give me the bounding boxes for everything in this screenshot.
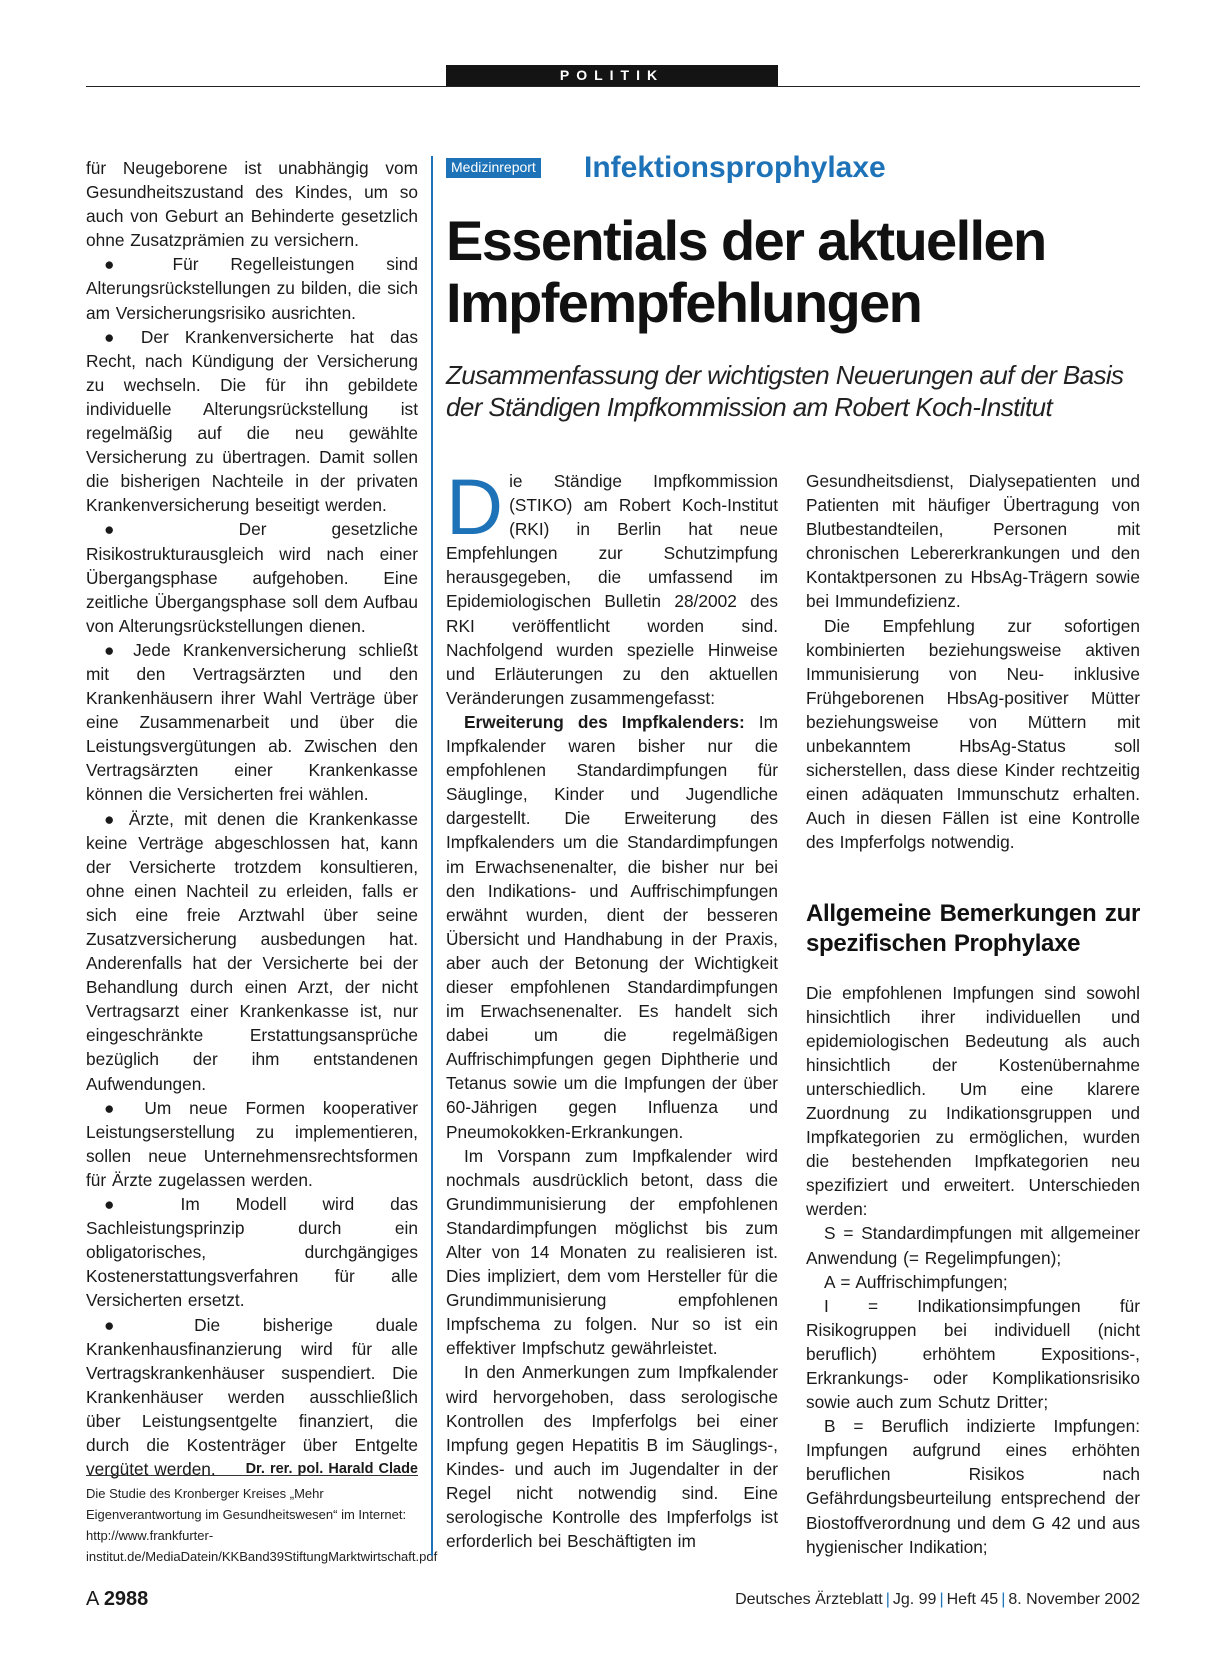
right-paragraph: Die Empfehlung zur sofortigen kombinierten beziehungsweise aktiven Immunisierung von Neu- inklusive Frühgeborenen HbsAg-positiver Mütter beziehungsweise von Müttern mit unbekanntem HbsAg-Status soll sicherstellen, dass diese Kinder rechtzeitig einen adäquaten Immunschutz erhalten. Auch in diesen Fällen ist eine Kontrolle des Impferfolgs notwendig. <box>806 615 1140 853</box>
dropcap: D <box>446 462 504 551</box>
left-paragraph: ● Der Krankenversicherte hat das Recht, nach Kündigung der Versicherung zu wechseln. Die für ihn gebildete individuelle Alterungsrückstellung ist regelmäßig auf die neu gewählte Versicherung zu übertragen. Damit sollen die bisherigen Nachteile in der privaten Krankenversicherung beseitigt werden. <box>86 326 418 516</box>
kicker-badge: Medizinreport <box>446 158 541 178</box>
footer-separator: | <box>939 1591 944 1608</box>
category-item: I = Indikationsimpfungen für Risikogruppen bei individuell (nicht beruflich) erhöhtem Expositions-, Erkrankungs- oder Komplikationsrisiko sowie auch zum Schutz Dritter; <box>806 1295 1140 1413</box>
page-number-value: 2988 <box>103 1588 149 1610</box>
category-item: S = Standardimpfungen mit allgemeiner Anwendung (= Regelimpfungen); <box>806 1223 1140 1268</box>
footer-separator: | <box>885 1591 890 1608</box>
mid-paragraph: Im Vorspann zum Impfkalender wird nochmals ausdrücklich betont, dass die Grundimmunisierung der empfohlenen Standardimpfungen möglichst bis zum Alter von 14 Monaten zu realisieren ist. Dies impliziert, dem vom Hersteller für die Grundimmunisierung empfohlenen Impfschema zu folgen. Nur so ist ein effektiver Impfschutz gewährleistet. <box>446 1145 778 1359</box>
footnote: Die Studie des Kronberger Kreises „Mehr Eigenverantwortung im Gesundheitswesen“ im Internet: http://www.frankfurter-institut.de/MediaDatein/KKBand39StiftungMarktwirtschaft.pdf <box>86 1486 438 1564</box>
page-number <box>86 1588 148 1611</box>
header-rule <box>86 86 1140 87</box>
section-tab: POLITIK <box>446 65 778 86</box>
journal-name: Deutsches Ärzteblatt <box>735 1591 883 1608</box>
intro-text: ie Ständige Impfkommission (STIKO) am Robert Koch-Institut (RKI) in Berlin hat neue Empfehlungen zur Schutzimpfung herausgegeben, die umfassend im Epidemiologischen Bulletin 28/2002 des RKI veröffentlicht worden sind. Nachfolgend wurden spezielle Hinweise und Erläuterungen zu den aktuellen Veränderungen zusammengefasst: <box>446 471 778 708</box>
mid-paragraph-text: Im Impfkalender waren bisher nur die empfohlenen Standardimpfungen für Säuglinge, Kinder und Jugendliche dargestellt. Die Erweiterung des Impfkalenders um die Standardimpfungen im Erwachsenenalter, die bisher nur bei den Indikations- und Auffrischimpfungen erwähnt wurden, dient der besseren Übersicht und Handhabung in der Praxis, aber auch der Betonung der Wichtigkeit dieser empfohlenen Standardimpfungen im Erwachsenenalter. Es handelt sich dabei um die regelmäßigen Auffrischimpfungen gegen Diphtherie und Tetanus sowie um die Impfungen der über 60-Jährigen gegen Influenza und Pneumokokken-Erkrankungen. <box>446 711 778 1142</box>
left-paragraph-text: ● Die bisherige duale Krankenhausfinanzierung wird für alle Vertragskrankenhäuser suspendiert. Die Krankenhäuser werden ausschließlich über Leistungsentgelte finanziert, die durch die Kostenträger über Entgelte vergütet werden. <box>86 1314 418 1480</box>
category-item: B = Beruflich indizierte Impfungen: Impfungen aufgrund eines erhöhten beruflichen Risikos nach Gefährdungsbeurteilung entsprechend der Biostoffverordnung und dem G 42 und aus hygienischer Indikation; <box>806 1416 1140 1557</box>
right-paragraph: Gesundheitsdienst, Dialysepatienten und Patienten mit häufiger Übertragung von Blutbestandteilen, Personen mit chronischen Lebererkrankungen und den Kontaktpersonen zu HbsAg-Trägern sowie bei Immundefizienz. <box>806 471 1140 612</box>
footer-info <box>735 1591 1140 1609</box>
article-headline: Essentials der aktuellen Impfempfehlungen <box>446 209 1046 334</box>
left-paragraph: ● Im Modell wird das Sachleistungsprinzip durch ein obligatorisches, durchgängiges Kostenerstattungsverfahren für alle Versicherten ersetzt. <box>86 1194 418 1311</box>
left-paragraph: ● Der gesetzliche Risikostrukturausgleich wird nach einer Übergangsphase aufgehoben. Eine zeitliche Übergangsphase soll dem Aufbau von Alterungsrückstellungen dienen. <box>86 519 418 636</box>
left-paragraph: ● Ärzte, mit denen die Krankenkasse keine Verträge abgeschlossen hat, kann der Versicherte trotzdem konsultieren, ohne einen Nachteil zu erleiden, falls er sich eine freie Arztwahl über seine Zusatzversicherung ausbedungen hat. Anderenfalls hat der Versicherte bei der Behandlung durch einen Arzt, der nicht Vertragsarzt einer Krankenkasse ist, nur eingeschränkte Erstattungsansprüche bezüglich der ihm entstandenen Aufwendungen. <box>86 808 418 1094</box>
category-item: A = Auffrischimpfungen; <box>824 1271 1008 1292</box>
left-paragraph: für Neugeborene ist unabhängig vom Gesundheitszustand des Kindes, um so auch von Geburt an Behinderte gesetzlich ohne Zusatzprämien zu versichern. <box>86 158 418 251</box>
left-paragraph-last <box>86 1313 418 1482</box>
left-paragraph: ● Um neue Formen kooperativer Leistungserstellung zu implementieren, sollen neue Unternehmensrechtsformen für Ärzte zugelassen werden. <box>86 1097 418 1190</box>
volume: Jg. 99 <box>892 1591 937 1608</box>
issue-date: 8. November 2002 <box>1008 1591 1140 1608</box>
left-paragraph: ● Jede Krankenversicherung schließt mit den Vertragsärzten und den Krankenhäusern ihrer Wahl Verträge über eine Zusammenarbeit und über die Leistungsvergütungen ab. Zwischen den Vertragsärzten einer Krankenkasse können die Versicherten frei wählen. <box>86 639 418 805</box>
intro-paragraph <box>446 462 778 710</box>
mid-paragraph: In den Anmerkungen zum Impfkalender wird hervorgehoben, dass serologische Kontrollen des Impferfolgs bei einer Impfung gegen Hepatitis B im Säuglings-, Kindes- und auch im Jugendalter in der Regel nicht notwendig sind. Eine serologische Kontrolle des Impferfolgs ist erforderlich bei Beschäftigten im <box>446 1362 778 1552</box>
column-divider <box>431 156 433 1556</box>
page-prefix: A <box>86 1588 99 1610</box>
paragraph-lead: Erweiterung des Impfkalenders: <box>464 711 745 732</box>
left-column <box>86 156 418 1481</box>
left-paragraph: ● Für Regelleistungen sind Alterungsrückstellungen zu bilden, die sich am Versicherungsrisiko ausrichten. <box>86 254 418 323</box>
right-column <box>806 469 1140 1559</box>
right-paragraph: Die empfohlenen Impfungen sind sowohl hinsichtlich ihrer individuellen und epidemiologischen Bedeutung als auch hinsichtlich der Kostenübernahme unterschiedlich. Um eine klarere Zuordnung zu Indikationsgruppen und Impfkategorien zu ermöglichen, wurden die bestehenden Impfkategorien neu spezifiziert und erweitert. Unterschieden werden: <box>806 982 1140 1220</box>
author-byline: Dr. rer. pol. Harald Clade <box>245 1461 418 1478</box>
middle-column <box>446 462 778 1553</box>
section-subhead: Allgemeine Bemerkungen zur spezifischen Prophylaxe <box>806 899 1140 957</box>
mid-paragraph <box>446 710 778 1144</box>
footer-separator: | <box>1001 1591 1006 1608</box>
kicker-title: Infektionsprophylaxe <box>584 151 886 184</box>
issue: Heft 45 <box>946 1591 999 1608</box>
footnote-rule <box>86 1475 418 1476</box>
article-deck: Zusammenfassung der wichtigsten Neuerungen auf der Basis der Ständigen Impfkommission am Robert Koch-Institut <box>446 360 1124 422</box>
